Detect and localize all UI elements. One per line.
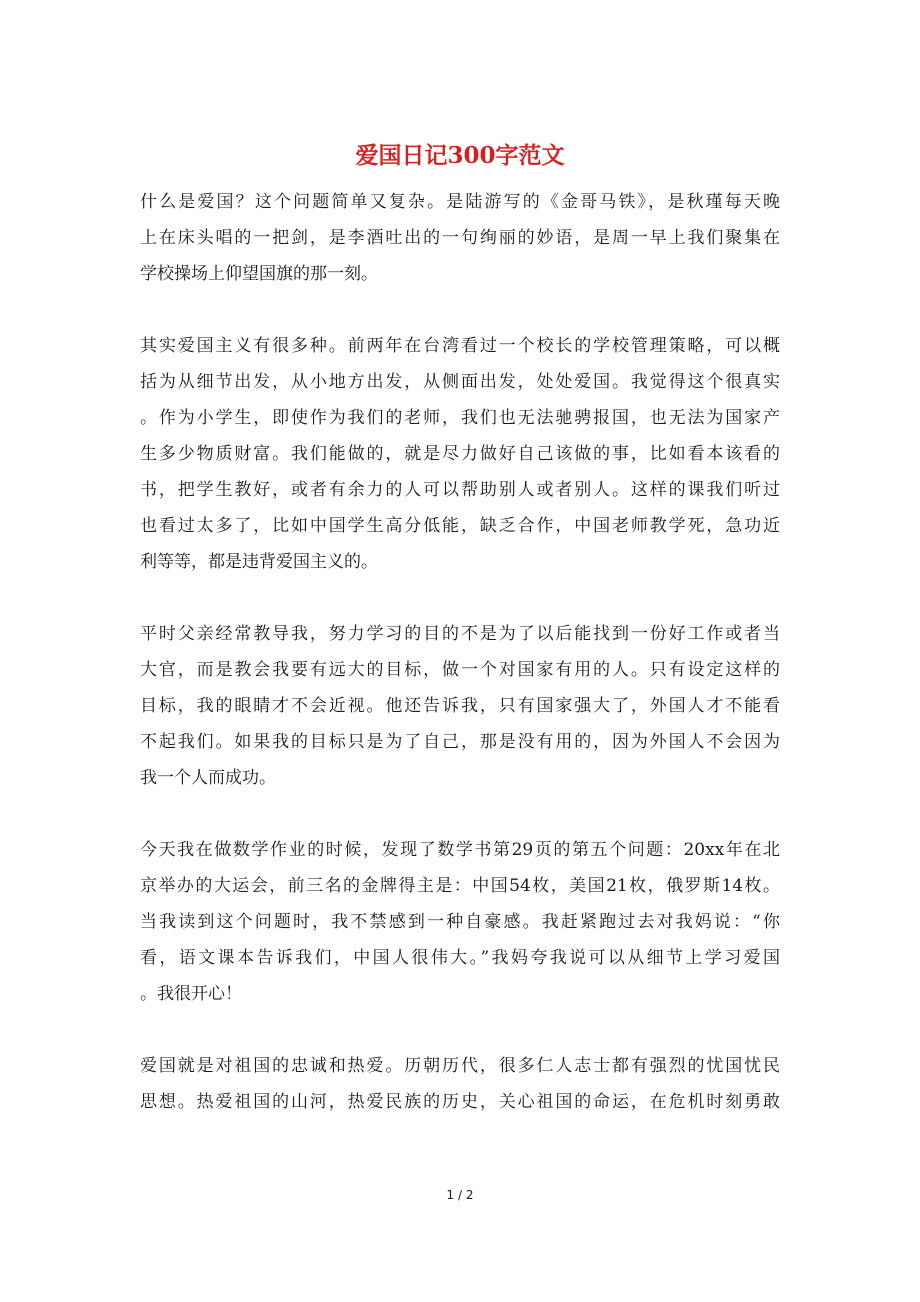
paragraph-2	[140, 328, 780, 580]
paragraph-3	[140, 616, 780, 796]
text-line: 当我读到这个问题时，我不禁感到一种自豪感。我赶紧跑过去对我妈说：“你	[140, 912, 780, 932]
text-line: 利等等，都是违背爱国主义的。	[140, 552, 378, 572]
text-line: 其实爱国主义有很多种。前两年在台湾看过一个校长的学校管理策略，可以概	[140, 336, 780, 356]
text-line: 思想。热爱祖国的山河，热爱民族的历史，关心祖国的命运，在危机时刻勇敢	[140, 1092, 780, 1112]
text-line: 今天我在做数学作业的时候，发现了数学书第29页的第五个问题：20xx年在北	[140, 840, 780, 860]
paragraph-4	[140, 832, 780, 1012]
text-line: 书，把学生教好，或者有余力的人可以帮助别人或者别人。这样的课我们听过	[140, 480, 780, 500]
text-line: 。我很开心！	[140, 984, 242, 1004]
page-number: 1 / 2	[446, 1188, 474, 1202]
text-line: 大官，而是教会我要有远大的目标，做一个对国家有用的人。只有设定这样的	[140, 660, 780, 680]
text-line: 京举办的大运会，前三名的金牌得主是：中国54枚，美国21枚，俄罗斯14枚。	[140, 876, 780, 896]
text-line: 生多少物质财富。我们能做的，就是尽力做好自己该做的事，比如看本该看的	[140, 444, 780, 464]
text-line: 。作为小学生，即使作为我们的老师，我们也无法驰骋报国，也无法为国家产	[140, 408, 780, 428]
text-line: 也看过太多了，比如中国学生高分低能，缺乏合作，中国老师教学死，急功近	[140, 516, 780, 536]
text-line: 括为从细节出发，从小地方出发，从侧面出发，处处爱国。我觉得这个很真实	[140, 372, 780, 392]
text-line: 我一个人而成功。	[140, 768, 276, 788]
text-line: 什么是爱国？这个问题简单又复杂。是陆游写的《金哥马铁》，是秋瑾每天晚	[140, 192, 780, 212]
document-body	[140, 184, 780, 1156]
text-line: 爱国就是对祖国的忠诚和热爱。历朝历代，很多仁人志士都有强烈的忧国忧民	[140, 1056, 780, 1076]
document-title: 爱国日记300字范文	[355, 142, 565, 169]
text-line: 学校操场上仰望国旗的那一刻。	[140, 264, 378, 284]
text-line: 目标，我的眼睛才不会近视。他还告诉我，只有国家强大了，外国人才不能看	[140, 696, 780, 716]
text-line: 上在床头唱的一把剑，是李酒吐出的一句绚丽的妙语，是周一早上我们聚集在	[140, 228, 780, 248]
text-line: 平时父亲经常教导我，努力学习的目的不是为了以后能找到一份好工作或者当	[140, 624, 780, 644]
text-line: 不起我们。如果我的目标只是为了自己，那是没有用的，因为外国人不会因为	[140, 732, 780, 752]
paragraph-1	[140, 184, 780, 292]
paragraph-5	[140, 1048, 780, 1120]
text-line: 看，语文课本告诉我们，中国人很伟大。”我妈夸我说可以从细节上学习爱国	[140, 948, 780, 968]
